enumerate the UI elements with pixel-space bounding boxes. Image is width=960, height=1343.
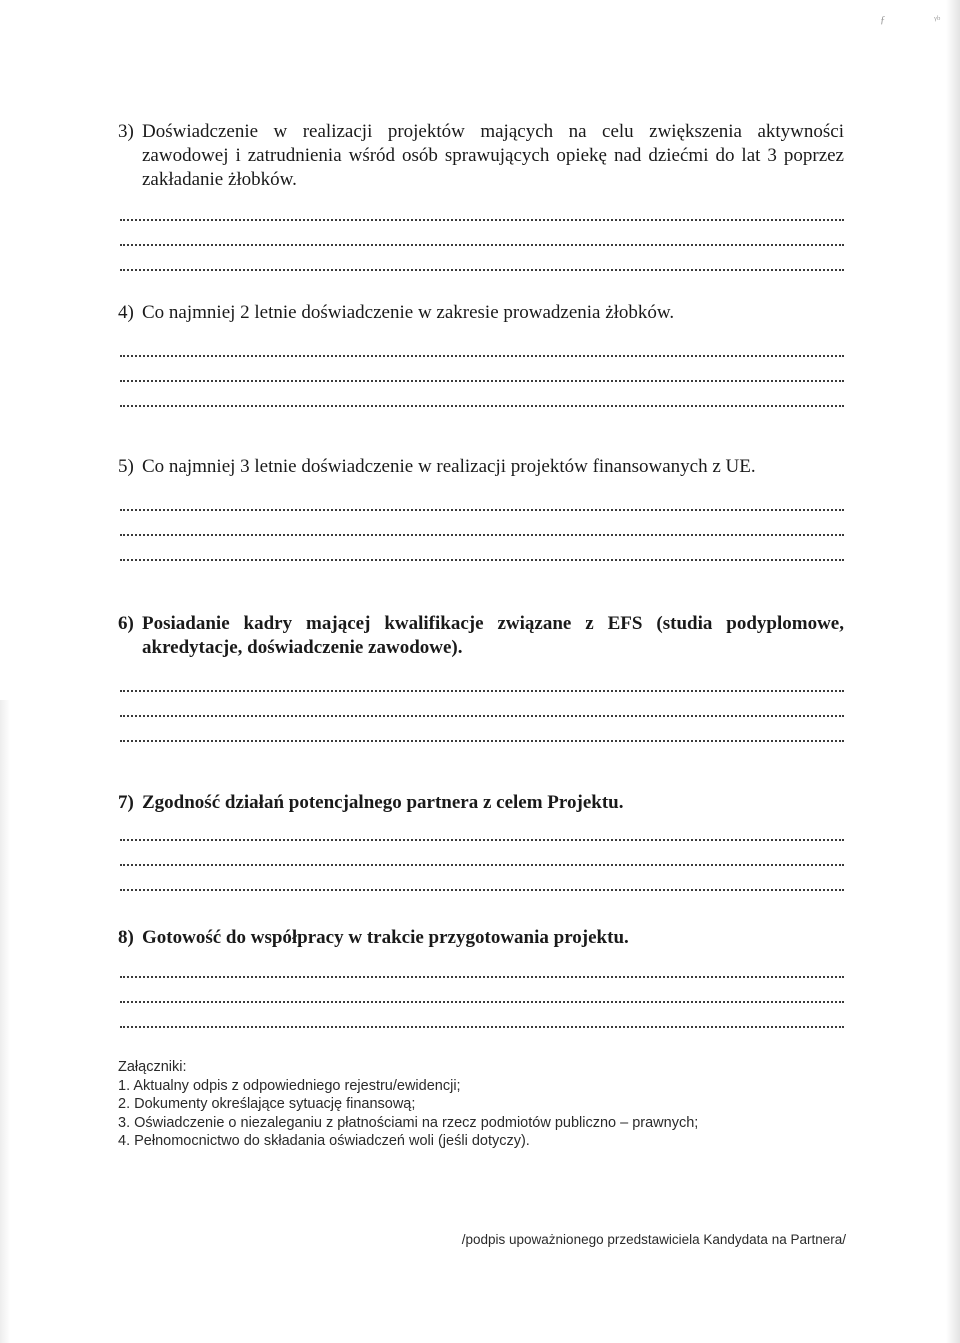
criterion-text: Zgodność działań potencjalnego partnera z celem Projektu. [142, 792, 624, 813]
attachments-list [118, 1058, 818, 1151]
answer-lines [118, 508, 844, 561]
scan-mark: ᵞᵇ [934, 14, 941, 26]
answer-lines [118, 975, 844, 1028]
answer-line[interactable] [120, 1000, 844, 1003]
answer-lines [118, 218, 844, 271]
answer-line[interactable] [120, 1025, 844, 1028]
answer-line[interactable] [120, 739, 844, 742]
criterion-number: 6) [118, 613, 134, 634]
signature-caption: /podpis upoważnionego przedstawiciela Kandydata na Partnera/ [461, 1232, 846, 1247]
criterion-heading [118, 791, 844, 815]
attachment-item: 3. Oświadczenie o niezaleganiu z płatnościami na rzecz podmiotów publiczno – prawnych; [118, 1114, 699, 1131]
criterion-heading [118, 612, 844, 660]
criterion-number: 7) [118, 792, 134, 813]
answer-line[interactable] [120, 268, 844, 271]
attachment-item: 4. Pełnomocnictwo do składania oświadczeń woli (jeśli dotyczy). [118, 1133, 530, 1149]
criterion-text: Gotowość do współpracy w trakcie przygotowania projektu. [142, 927, 629, 948]
criterion-heading [118, 926, 844, 950]
answer-line[interactable] [120, 888, 844, 891]
answer-line[interactable] [120, 354, 844, 357]
answer-lines [118, 838, 844, 891]
criterion-5 [118, 455, 844, 583]
criterion-heading [118, 455, 844, 479]
criterion-number: 4) [118, 302, 134, 323]
scan-edge-shadow-left [0, 700, 10, 1343]
attachment-item: 1. Aktualny odpis z odpowiedniego rejestru/ewidencji; [118, 1077, 461, 1094]
scan-edge-shadow [946, 0, 960, 1343]
attachments-title: Załączniki: [118, 1059, 187, 1075]
answer-line[interactable] [120, 508, 844, 511]
answer-line[interactable] [120, 838, 844, 841]
answer-line[interactable] [120, 218, 844, 221]
criterion-text: Co najmniej 3 letnie doświadczenie w realizacji projektów finansowanych z UE. [142, 456, 756, 477]
criterion-heading [118, 301, 844, 325]
criterion-3 [118, 120, 844, 293]
criterion-number: 5) [118, 456, 134, 477]
criterion-6 [118, 612, 844, 764]
answer-line[interactable] [120, 975, 844, 978]
criterion-text: Posiadanie kadry mającej kwalifikacje związane z EFS (studia podyplomowe, akredytacje, doświadczenie zawodowe). [142, 613, 844, 658]
answer-line[interactable] [120, 863, 844, 866]
answer-line[interactable] [120, 558, 844, 561]
criterion-heading [118, 120, 844, 192]
answer-line[interactable] [120, 404, 844, 407]
criterion-number: 8) [118, 927, 134, 948]
answer-lines [118, 689, 844, 742]
answer-line[interactable] [120, 714, 844, 717]
answer-line[interactable] [120, 689, 844, 692]
criterion-text: Doświadczenie w realizacji projektów mających na celu zwiększenia aktywności zawodowej i zatrudnienia wśród osób sprawujących opiekę nad dziećmi do lat 3 poprzez zakładanie żłobków. [142, 121, 844, 190]
answer-line[interactable] [120, 379, 844, 382]
criterion-4 [118, 301, 844, 429]
attachment-item: 2. Dokumenty określające sytuację finansową; [118, 1096, 416, 1112]
criterion-8 [118, 926, 844, 1050]
criterion-text: Co najmniej 2 letnie doświadczenie w zakresie prowadzenia żłobków. [142, 302, 675, 323]
scan-mark: ƒ [880, 14, 886, 26]
answer-line[interactable] [120, 243, 844, 246]
answer-lines [118, 354, 844, 407]
criterion-number: 3) [118, 121, 134, 142]
criterion-7 [118, 791, 844, 913]
answer-line[interactable] [120, 533, 844, 536]
